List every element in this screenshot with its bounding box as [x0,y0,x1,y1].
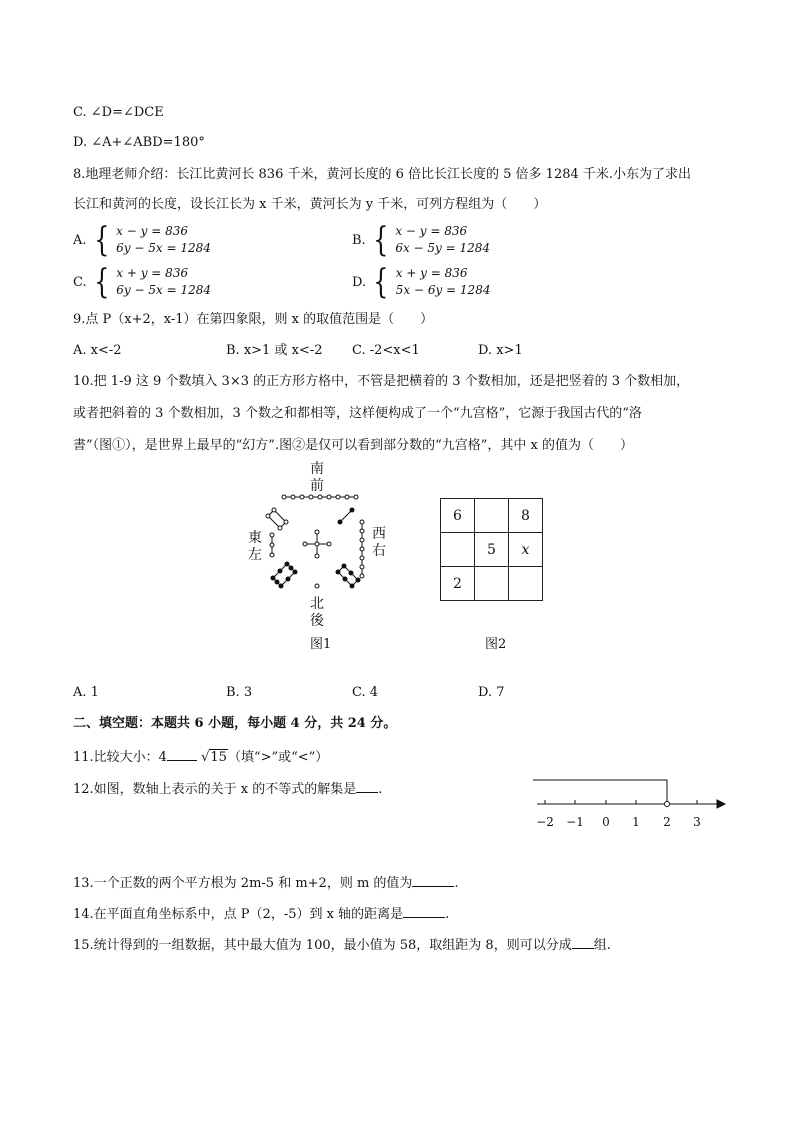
q10-option-b: B. 3 [226,685,253,700]
fig1-label-north: 北 [310,596,324,612]
option-label: C. [73,274,87,290]
option-label: B. [352,232,366,248]
q12-text: 12.如图，数轴上表示的关于 x 的不等式的解集是 [73,782,357,797]
q11-prefix: 11.比较大小：4 [73,750,167,765]
equation: 6y − 5x = 1284 [116,283,211,297]
answer-blank[interactable] [572,934,594,949]
q8-stem-line2: 长江和黄河的长度，设长江长为 x 千米，黄河长为 y 千米，可列方程组为（ ） [73,197,547,212]
equation: x − y = 836 [116,224,188,238]
section-title: 二、填空题：本题共 6 小题，每小题 4 分，共 24 分。 [73,716,397,731]
q14-text: 14.在平面直角坐标系中，点 P（2，-5）到 x 轴的距离是 [73,907,404,922]
equation: x + y = 836 [395,266,468,280]
q7-option-d: D. ∠A+∠ABD=180° [73,135,205,150]
fig1-label-right: 右 [372,543,386,559]
q13-stem: 13.一个正数的两个平方根为 2m-5 和 m+2，则 m 的值为 . [73,872,459,893]
sqrt-expression: √15 [201,750,227,765]
fig1-label-west: 西 [372,526,386,542]
fig1-label-east: 東 [248,530,262,546]
grid-cell: 8 [509,499,543,533]
tick-label: −1 [566,815,584,829]
q8-option-d: D. { x + y = 836 5x − 6y = 1284 [352,262,491,302]
magic-square-grid [440,498,543,601]
option-label: A. [73,232,87,248]
equation: 6y − 5x = 1284 [116,241,211,255]
q10-stem-line2: 或者把斜着的 3 个数相加，3 个数之和都相等，这样便构成了一个“九宫格”，它源于我国古代的“洛 [73,406,642,421]
answer-blank[interactable] [167,746,197,761]
fig1-label-south: 南 [310,461,324,477]
q9-option-a: A. x<-2 [73,343,122,358]
fig1-label-left: 左 [248,547,262,563]
grid-cell [441,533,475,567]
q11-stem [73,746,328,767]
grid-cell: 2 [441,567,475,601]
q8-option-b: B. { x − y = 836 6x − 5y = 1284 [352,220,491,260]
q12-stem: 12.如图，数轴上表示的关于 x 的不等式的解集是 . [73,778,382,799]
q10-stem-line3: 書”（图①），是世界上最早的“幻方”.图②是仅可以看到部分数的“九宫格”，其中 x 的值为（ ） [73,438,633,453]
q9-option-b: B. x>1 或 x<-2 [226,343,323,358]
tick-label: 1 [632,815,640,829]
q13-text: 13.一个正数的两个平方根为 2m-5 和 m+2，则 m 的值为 [73,876,413,891]
q9-stem: 9.点 P（x+2，x-1）在第四象限，则 x 的取值范围是（ ） [73,312,434,327]
option-label: D. [352,274,367,290]
tick-label: 2 [663,815,671,829]
luoshu-figure [240,460,400,660]
equation: x − y = 836 [395,224,468,238]
q9-option-c: C. -2<x<1 [352,343,420,358]
answer-blank[interactable] [403,903,445,918]
q11-suffix: （填“>”或“<”） [227,750,329,765]
q7-option-c: C. ∠D=∠DCE [73,105,164,120]
grid-cell [475,499,509,533]
tick-label: 3 [693,815,701,829]
q14-stem: 14.在平面直角坐标系中，点 P（2，-5）到 x 轴的距离是 . [73,903,449,924]
answer-blank[interactable] [356,778,378,793]
grid-cell: 6 [441,499,475,533]
q15-text: 15.统计得到的一组数据，其中最大值为 100，最小值为 58，取组距为 8，则可以分成 [73,938,572,953]
grid-cell: 5 [475,533,509,567]
fig1-label-back: 後 [310,613,324,629]
tick-label: −2 [536,815,554,829]
number-line-figure [525,770,730,840]
q8-option-a: A. { x − y = 836 6y − 5x = 1284 [73,220,211,260]
q15-suffix: 组. [593,938,611,953]
equation: 6x − 5y = 1284 [395,241,491,255]
fig1-label-front: 前 [310,478,324,494]
fig2-caption: 图2 [485,637,507,652]
radicand: 15 [210,750,227,765]
grid-cell [509,567,543,601]
q8-option-c: C. { x + y = 836 6y − 5x = 1284 [73,262,211,302]
grid-cell: x [509,533,543,567]
answer-blank[interactable] [412,872,454,887]
tick-label: 0 [602,815,610,829]
q10-option-a: A. 1 [73,685,99,700]
q9-option-d: D. x>1 [478,343,523,358]
equation: x + y = 836 [116,266,189,280]
q15-stem [73,934,611,955]
q8-stem-line1: 8.地理老师介绍：长江比黄河长 836 千米，黄河长度的 6 倍比长江长度的 5 倍多 1284 千米.小东为了求出 [73,167,692,182]
fig1-caption: 图1 [310,637,332,652]
q10-option-c: C. 4 [352,685,379,700]
equation: 5x − 6y = 1284 [395,283,491,297]
q10-option-d: D. 7 [478,685,505,700]
q10-stem-line1: 10.把 1-9 这 9 个数填入 3×3 的正方形方格中，不管是把横着的 3 个数相加，还是把竖着的 3 个数相加， [73,374,690,389]
grid-cell [475,567,509,601]
